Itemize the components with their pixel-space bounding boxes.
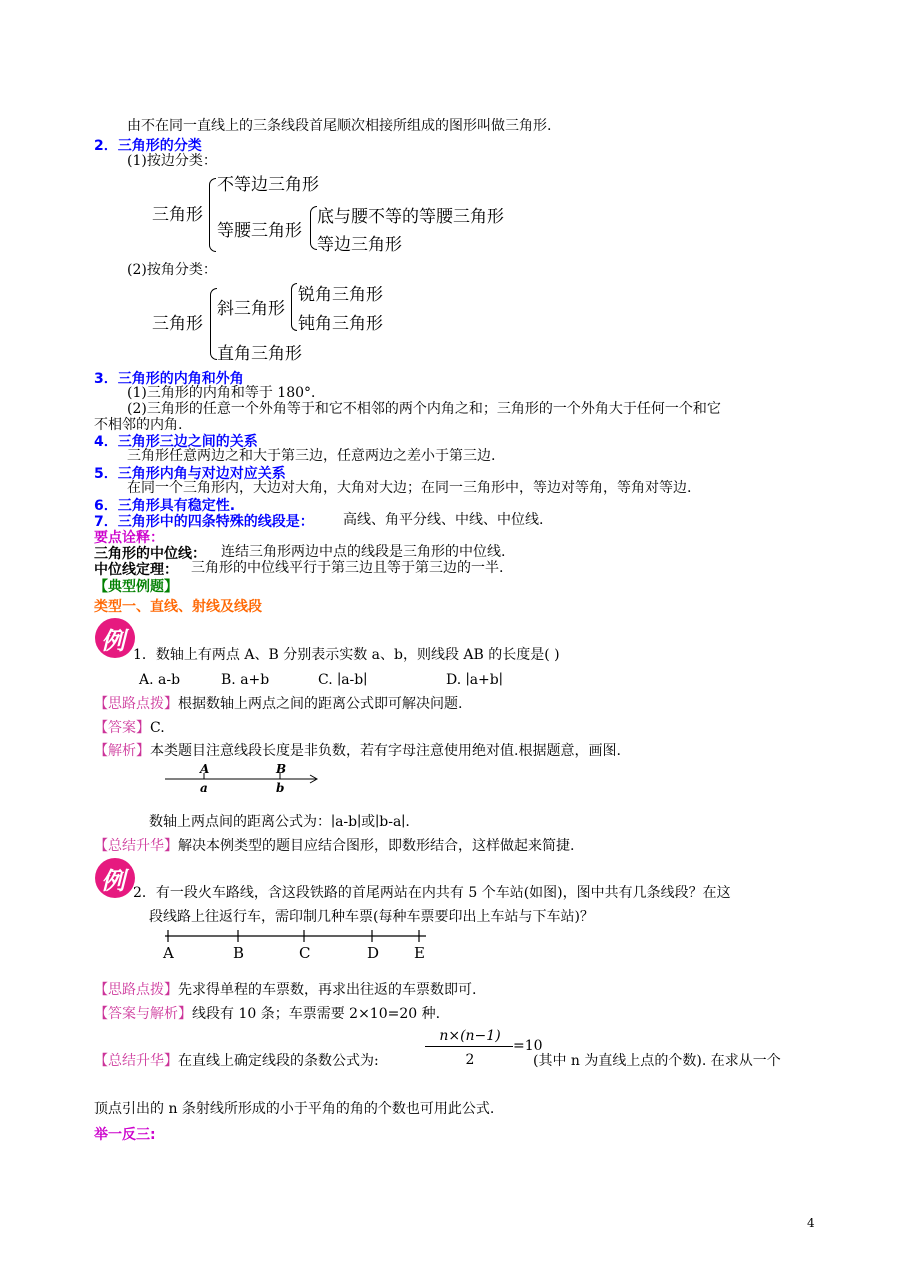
point-b-label: b [276, 781, 285, 795]
ex1-hint: 根据数轴上两点之间的距离公式即可解决问题. [178, 696, 463, 712]
notes-title: 要点诠释： [94, 530, 164, 546]
by-angle-label: (2)按角分类： [127, 262, 217, 278]
notes-l1-label: 三角形的中位线： [94, 546, 206, 562]
section-7-text: 高线、角平分线、中线、中位线. [343, 512, 544, 528]
brace-icon [209, 178, 216, 252]
section-3-p2b: 不相邻的内角. [94, 417, 183, 433]
tree1-scalene: 不等边三角形 [217, 175, 319, 195]
tree1-isosceles: 等腰三角形 [217, 221, 302, 241]
station-label-A: A [163, 944, 174, 962]
fraction-result: =10 [513, 1038, 543, 1054]
station-label-E: E [414, 944, 425, 962]
tree1-root: 三角形 [152, 205, 203, 225]
point-a-label: a [200, 781, 208, 795]
point-B-label: B [276, 762, 287, 776]
fraction-denominator: 2 [465, 1052, 475, 1068]
notes-l2-label: 中位线定理： [94, 562, 178, 578]
ex1-answer: C. [150, 720, 165, 736]
station-label-D: D [367, 944, 380, 962]
practice-title: 举一反三: [94, 1127, 156, 1143]
ex2-summary-next: 顶点引出的 n 条射线所形成的小于平角的角的个数也可用此公式. [94, 1101, 495, 1117]
notes-l1-text: 连结三角形两边中点的线段是三角形的中位线. [221, 544, 506, 560]
station-label-C: C [299, 944, 311, 962]
section-5-title: 5．三角形内角与对边对应关系 [94, 466, 286, 482]
brace-icon [291, 283, 297, 331]
ex1-option-c: C. ∣a-b∣ [318, 672, 368, 688]
fraction-numerator: n×(n−1) [439, 1028, 501, 1044]
tree1-iso-sub1: 底与腰不等的等腰三角形 [317, 207, 504, 227]
section-6-title: 6．三角形具有稳定性. [94, 498, 236, 514]
tree1-iso-sub2: 等边三角形 [317, 235, 402, 255]
ex2-summary-pre: 在直线上确定线段的条数公式为: [178, 1053, 379, 1069]
ex1-answer-label: 【答案】 [94, 720, 150, 736]
point-A-label: A [200, 762, 210, 776]
ex1-analysis-label: 【解析】 [94, 743, 150, 759]
ex1-hint-label: 【思路点拨】 [94, 696, 178, 712]
ex1-option-b: B. a+b [221, 672, 270, 688]
ex1-summary: 解决本例类型的题目应结合图形，即数形结合，这样做起来简捷. [178, 838, 575, 854]
example-badge-icon: 例 [95, 618, 135, 658]
ex1-question: 1．数轴上有两点 A、B 分别表示实数 a、b，则线段 AB 的长度是( ) [133, 647, 560, 663]
section-2-title: 2．三角形的分类 [94, 138, 202, 154]
section-3-p2a: (2)三角形的任意一个外角等于和它不相邻的两个内角之和；三角形的一个外角大于任何一个和它 [127, 401, 721, 417]
brace-icon [310, 206, 317, 250]
notes-l2-text: 三角形的中位线平行于第三边且等于第三边的一半. [191, 560, 504, 576]
ex2-summary-label: 【总结升华】 [94, 1053, 178, 1069]
ex2-hint-label: 【思路点拨】 [94, 982, 178, 998]
ex1-option-a: A. a-b [139, 672, 181, 688]
tree2-acute: 锐角三角形 [298, 285, 383, 305]
tree2-root: 三角形 [152, 314, 203, 334]
number-line-diagram [160, 760, 330, 796]
fraction-bar [425, 1046, 513, 1047]
section-3-title: 3．三角形的内角和外角 [94, 371, 244, 387]
ex2-question-line2: 段线路上往返行车，需印制几种车票(每种车票要印出上车站与下车站)？ [149, 909, 594, 925]
examples-title: 【典型例题】 [94, 579, 178, 595]
ex2-answer-label: 【答案与解析】 [94, 1006, 192, 1022]
ex2-answer: 线段有 10 条；车票需要 2×10=20 种. [192, 1006, 441, 1022]
section-4-title: 4．三角形三边之间的关系 [94, 434, 258, 450]
tree2-oblique: 斜三角形 [217, 299, 285, 319]
station-line-diagram [160, 924, 440, 964]
by-side-label: (1)按边分类： [127, 153, 217, 169]
ex1-formula: 数轴上两点间的距离公式为：∣a-b∣或∣b-a∣. [149, 814, 410, 830]
ex2-hint: 先求得单程的车票数，再求出往返的车票数即可. [178, 982, 477, 998]
section-7-title: 7．三角形中的四条特殊的线段是： [94, 514, 314, 530]
intro-text: 由不在同一直线上的三条线段首尾顺次相接所组成的图形叫做三角形. [127, 118, 552, 134]
page-number: 4 [807, 1216, 815, 1230]
tree2-obtuse: 钝角三角形 [298, 314, 383, 334]
section-3-p1: (1)三角形的内角和等于 180°． [127, 385, 326, 401]
ex2-question-line1: 2．有一段火车路线，含这段铁路的首尾两站在内共有 5 个车站(如图)，图中共有几条线段？在这 [133, 885, 731, 901]
brace-icon [210, 288, 217, 360]
tree2-right: 直角三角形 [217, 344, 302, 364]
type1-title: 类型一、直线、射线及线段 [94, 599, 262, 615]
section-5-text: 在同一个三角形内，大边对大角，大角对大边；在同一三角形中，等边对等角，等角对等边. [127, 480, 692, 496]
ex2-summary-post: (其中 n 为直线上点的个数). 在求从一个 [533, 1053, 781, 1069]
ex1-summary-label: 【总结升华】 [94, 838, 178, 854]
station-label-B: B [233, 944, 245, 962]
ex1-analysis: 本类题目注意线段长度是非负数，若有字母注意使用绝对值.根据题意，画图. [150, 743, 621, 759]
section-4-text: 三角形任意两边之和大于第三边，任意两边之差小于第三边. [127, 448, 496, 464]
example-badge-icon: 例 [95, 858, 135, 898]
ex1-option-d: D. ∣a+b∣ [446, 672, 503, 688]
